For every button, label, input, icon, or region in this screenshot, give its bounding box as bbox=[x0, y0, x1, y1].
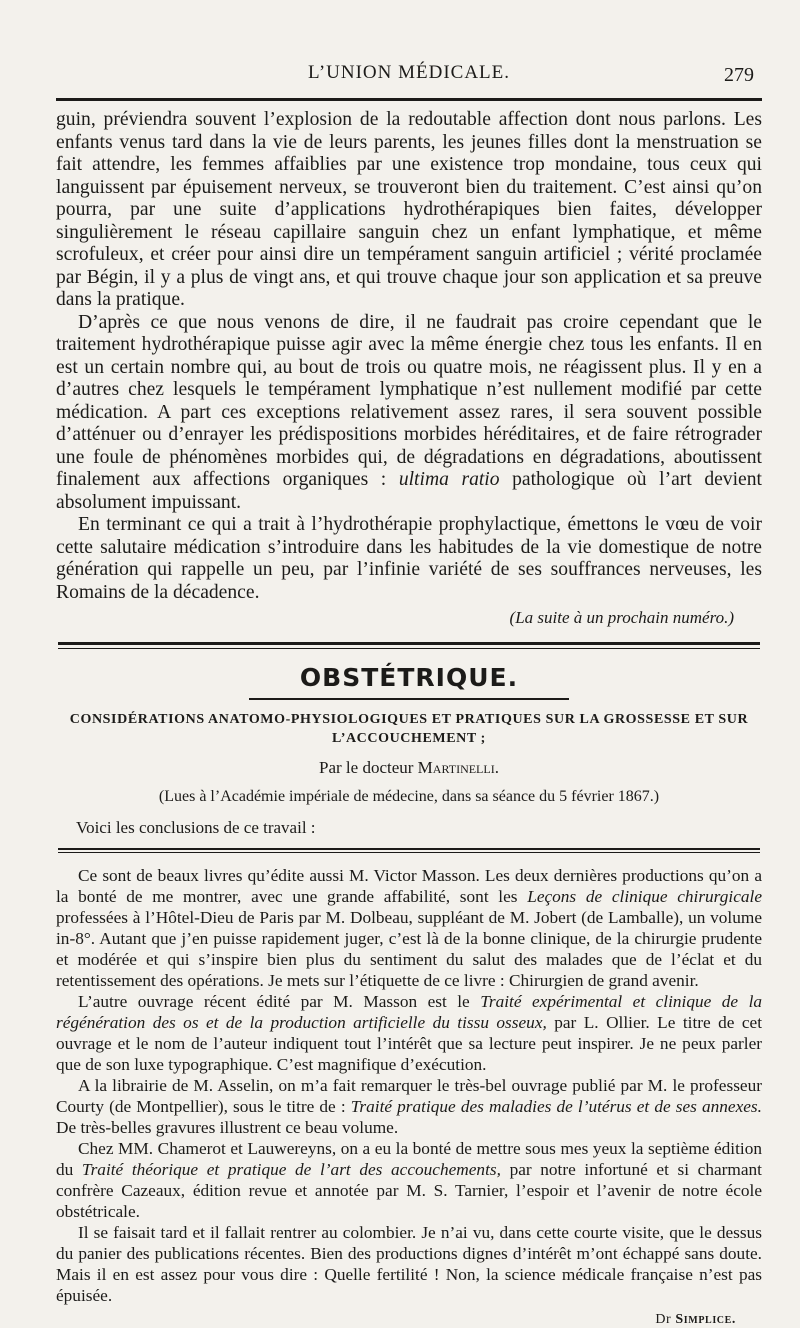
lower-paragraph-2 bbox=[56, 991, 762, 1075]
lower-paragraph-3-start: A la librairie de M. Asselin, on m’a fait remarquer le très-bel ouvrage publié par M. le professeur Courty (de Montpellier), sous le titre de : bbox=[56, 1076, 762, 1116]
lower-paragraph-3 bbox=[56, 1075, 762, 1138]
lower-paragraph-4-start: Chez MM. Chamerot et Lauwereyns, on a eu la bonté de mettre sous mes yeux la septième édition du bbox=[56, 1139, 762, 1179]
paragraph-3: En terminant ce qui a trait à l’hydrothérapie prophylactique, émettons le vœu de voir cette salutaire médication s’introduire dans les habitudes de la vie domestique de notre génération qui rappelle un peu, par l’infinie variété de ses souffrances nerveuses, les Romains de la décadence. bbox=[56, 514, 762, 603]
page-header bbox=[56, 50, 762, 90]
page-number: 279 bbox=[724, 64, 754, 86]
lower-paragraph-5: Il se faisait tard et il fallait rentrer au colombier. Je n’ai vu, dans cette courte visite, que le dessus du panier des publications récentes. Bien des productions dignes d’intérêt m’ont échappé sans doute. Mais il en est assez pour vous dire : Quelle fertilité ! Non, la science médicale française n’est pas épuisée. bbox=[56, 1223, 762, 1305]
lower-paragraph-1-start: Ce sont de beaux livres qu’édite aussi M. Victor Masson. Les deux dernières productions qu’on a la bonté de me montrer, avec une grande affabilité, sont les bbox=[56, 866, 762, 906]
continuation-note: (La suite à un prochain numéro.) bbox=[509, 608, 734, 627]
section-title: OBSTÉTRIQUE. bbox=[299, 663, 519, 692]
lower-paragraph-1 bbox=[56, 865, 762, 991]
paragraph-1: guin, préviendra souvent l’explosion de la redoutable affection dont nous parlons. Les enfants venus tard dans la vie de leurs parents, les jeunes filles dont la menstruation se fait attendre, les femmes affaiblies par une existence trop mondaine, tous ceux qui languissent par épuisement nerveux, se trouveront bien du traitement. C’est ainsi qu’on pourra, par une suite d’applications hydrothérapiques bien faites, développer singulièrement le réseau capillaire sanguin chez un enfant lymphatique, et même scrofuleux, et créer pour ainsi dire un tempérament sanguin artificiel ; vérité proclamée par Bégin, il y a plus de vingt ans, et qui trouve chaque jour son application et sa preuve dans la pratique. bbox=[56, 109, 762, 310]
signature bbox=[56, 1312, 736, 1328]
reading-note: (Lues à l’Académie impériale de médecine, dans sa séance du 5 février 1867.) bbox=[158, 788, 660, 805]
lower-paragraph-2-end: par L. Ollier. Le titre de cet ouvrage et le nom de l’auteur indiquent tout l’intérêt que sa lecture peut inspirer. Je ne peux parler que de son luxe typographique. C’est magnifique d’exécution. bbox=[56, 1013, 762, 1074]
feuilleton-divider bbox=[58, 848, 760, 853]
author-line bbox=[56, 758, 762, 778]
ultima-ratio-phrase: ultima ratio bbox=[398, 469, 500, 490]
lower-paragraph-1-end: professées à l’Hôtel-Dieu de Paris par M. Dolbeau, suppléant de M. Jobert (de Lamballe), un volume in-8°. Autant que j’en puisse rapidement juger, c’est là de la bonne clinique, de la chirurgie prudente et modérée et qui s’inspire bien plus du sentiment du salut des malades que de l’éclat et du retentissement des opérations. Je mets sur l’étiquette de ce livre : Chirurgien de grand avenir. bbox=[56, 908, 762, 990]
book-title-traite-pratique: Traité pratique des maladies de l’utérus et de ses annexes. bbox=[350, 1097, 762, 1116]
feuilleton-text bbox=[56, 865, 762, 1306]
book-title-traite-experimental: Traité expérimental et clinique de la régénération des os et de la production artificielle du tissu osseux, bbox=[56, 992, 763, 1032]
book-title-accouchements: Traité théorique et pratique de l’art des accouchements, bbox=[81, 1160, 501, 1179]
title-rule bbox=[249, 698, 569, 700]
conclusions-line: Voici les conclusions de ce travail : bbox=[76, 818, 316, 837]
author-prefix: Par le docteur bbox=[319, 758, 418, 777]
lower-paragraph-4 bbox=[56, 1138, 762, 1222]
paragraph-2 bbox=[56, 312, 762, 515]
main-article-text bbox=[56, 109, 762, 604]
signature-name: Simplice. bbox=[675, 1312, 736, 1327]
article-title: CONSIDÉRATIONS ANATOMO-PHYSIOLOGIQUES ET PRATIQUES SUR LA GROSSESSE ET SUR L’ACCOUCHEMENT ; bbox=[69, 712, 749, 746]
book-title-lecons: Leçons de clinique chirurgicale bbox=[527, 887, 762, 906]
paragraph-2-start: D’après ce que nous venons de dire, il ne faudrait pas croire cependant que le traitement hydrothérapique puisse agir avec la même énergie chez tous les enfants. Il en est un certain nombre qui, au bout de trois ou quatre mois, ne réagissent plus. Il y en a d’autres chez lesquels le tempérament lymphatique n’est nullement modifié par cette médication. A part ces exceptions relativement assez rares, il sera souvent possible d’atténuer ou d’enrayer les prédispositions morbides héréditaires, et de faire rétrograder une foule de phénomènes morbides qui, de dégradations en dégradations, aboutissent finalement aux affections organiques : bbox=[56, 311, 762, 490]
header-rule bbox=[56, 98, 762, 101]
lower-paragraph-3-end: De très-belles gravures illustrent ce beau volume. bbox=[56, 1118, 399, 1137]
lower-paragraph-2-start: L’autre ouvrage récent édité par M. Masson est le bbox=[78, 992, 481, 1011]
running-title: L’UNION MÉDICALE. bbox=[307, 62, 511, 83]
signature-prefix: Dr bbox=[655, 1312, 676, 1327]
lower-paragraph-4-end: par notre infortuné et si charmant confrère Cazeaux, édition revue et annotée par M. S. Tarnier, l’espoir et l’avenir de notre école obstétricale. bbox=[56, 1160, 762, 1221]
author-name: Martinelli. bbox=[417, 758, 499, 777]
section-divider bbox=[58, 642, 760, 649]
paragraph-2-end: pathologique où l’art devient absolument impuissant. bbox=[56, 469, 762, 513]
